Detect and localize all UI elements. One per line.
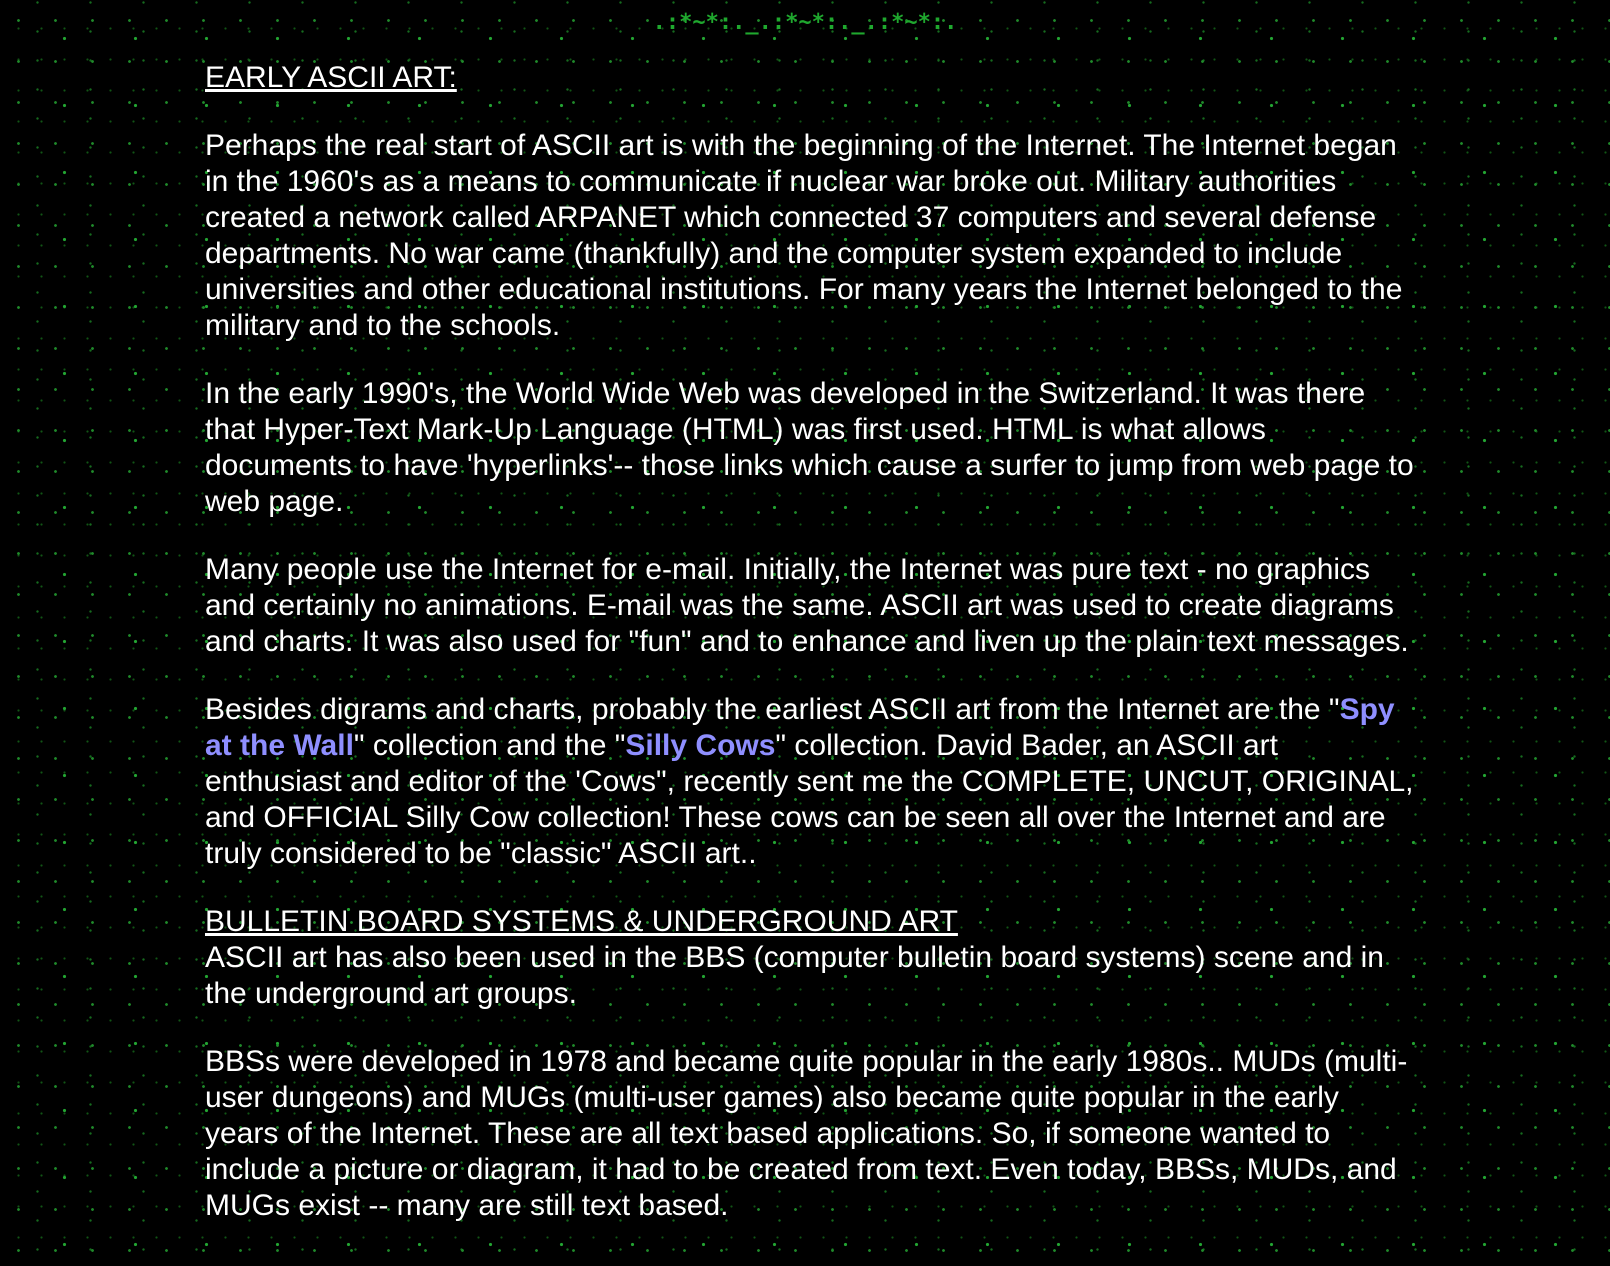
paragraph-earliest-ascii-art — [205, 692, 1420, 872]
paragraph-internet-origins: Perhaps the real start of ASCII art is with the beginning of the Internet. The Internet began in the 1960's as a means to communicate if nuclear war broke out. Military authorities created a network called ARPANET which connected 37 computers and several defense departments. No war came (thankfully) and the computer system expanded to include universities and other educational institutions. For many years the Internet belonged to the military and to the schools. — [205, 129, 1403, 342]
text-segment: " collection. David Bader, an ASCII art enthusiast and editor of the 'Cows", recently sent me the COMPLETE, UNCUT, ORIGINAL, and OFFICIAL Silly Cow collection! These cows can be seen all over the Internet and are truly considered to be "classic" ASCII art.. — [205, 729, 1414, 870]
text-segment: Besides digrams and charts, probably the earliest ASCII art from the Internet are the " — [205, 693, 1340, 726]
ascii-divider: .:*~*:._.:*~*:._.:*~*:. — [652, 10, 958, 35]
paragraph-email: Many people use the Internet for e-mail. Initially, the Internet was pure text - no graphics and certainly no animations. E-mail was the same. ASCII art was used to create diagrams and charts. It was also used for "fun" and to enhance and liven up the plain text messages. — [205, 553, 1409, 658]
text-segment: " collection and the " — [353, 729, 626, 762]
heading-text: EARLY ASCII ART: — [205, 61, 457, 94]
section-heading-early-ascii-art — [205, 60, 1420, 96]
silly-cows-link[interactable]: Silly Cows — [625, 729, 776, 762]
article-content — [205, 60, 1420, 1256]
paragraph-bbs-intro: ASCII art has also been used in the BBS (computer bulletin board systems) scene and in the underground art groups. — [205, 941, 1384, 1010]
section-bbs — [205, 904, 1420, 1012]
paragraph-world-wide-web: In the early 1990's, the World Wide Web was developed in the Switzerland. It was there that Hyper-Text Mark-Up Language (HTML) was first used. HTML is what allows documents to have 'hyperlinks'-- those links which cause a surfer to jump from web page to web page. — [205, 377, 1414, 518]
section-heading-bbs: BULLETIN BOARD SYSTEMS & UNDERGROUND ART — [205, 905, 958, 938]
spy-at-the-wall-link[interactable]: Spy at the Wall — [205, 693, 1395, 762]
paragraph-bbs-history: BBSs were developed in 1978 and became quite popular in the early 1980s.. MUDs (multi-user dungeons) and MUGs (multi-user games) also became quite popular in the early years of the Internet. These are all text based applications. So, if someone wanted to include a picture or diagram, it had to be created from text. Even today, BBSs, MUDs, and MUGs exist -- many are still text based. — [205, 1045, 1408, 1222]
